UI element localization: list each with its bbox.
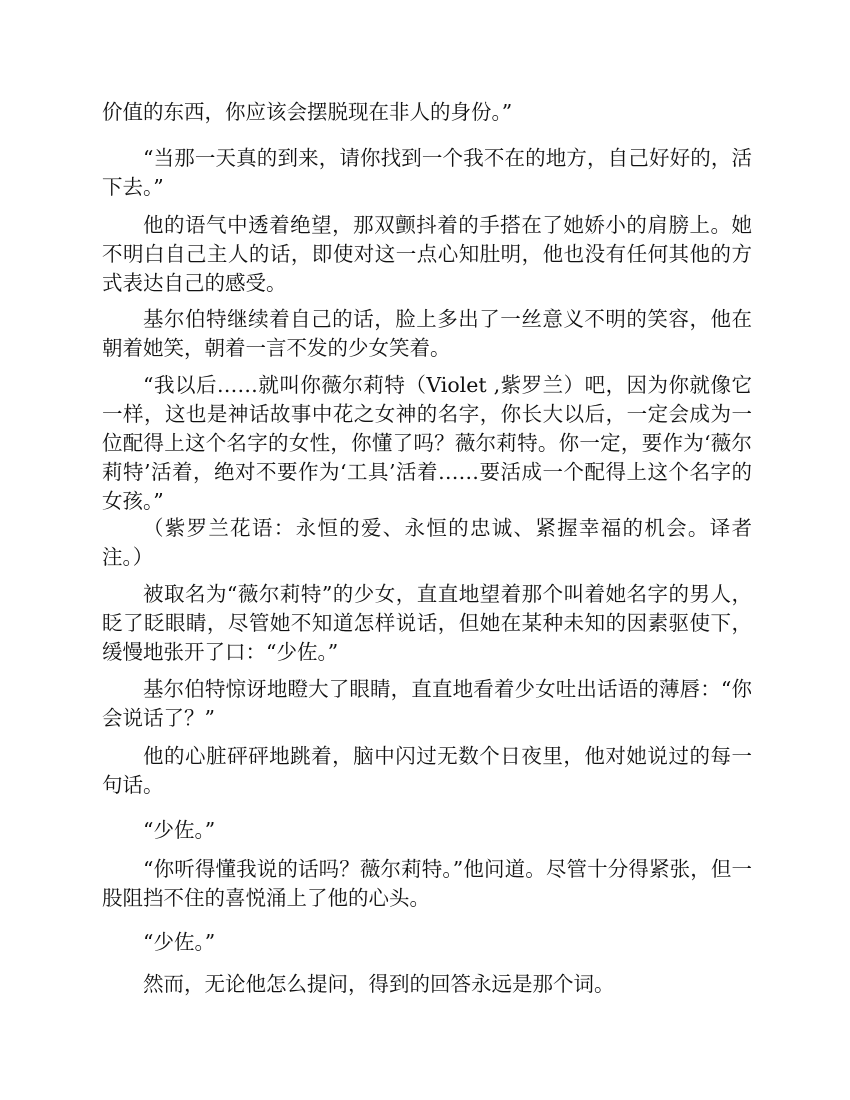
paragraph-2: “当那一天真的到来，请你找到一个我不在的地方，自己好好的，活下去。” bbox=[102, 146, 752, 199]
paragraph-10: “少佐。” bbox=[143, 818, 216, 842]
paragraph-4: 基尔伯特继续着自己的话，脸上多出了一丝意义不明的笑容，他在朝着她笑，朝着一言不发的少女笑着。 bbox=[102, 307, 752, 360]
paragraph-13: 然而，无论他怎么提问，得到的回答永远是那个词。 bbox=[143, 972, 615, 996]
paragraph-9: 他的心脏砰砰地跳着，脑中闪过无数个日夜里，他对她说过的每一句话。 bbox=[102, 744, 752, 797]
paragraph-7: 被取名为“薇尔莉特”的少女，直直地望着那个叫着她名字的男人，眨了眨眼睛，尽管她不知道怎样说话，但她在某种未知的因素驱使下，缓慢地张开了口：“少佐。” bbox=[102, 582, 752, 664]
paragraph-11: “你听得懂我说的话吗？薇尔莉特。”他问道。尽管十分得紧张，但一股阻挡不住的喜悦涌上了他的心头。 bbox=[102, 857, 752, 910]
paragraph-1: 价值的东西，你应该会摆脱现在非人的身份。” bbox=[102, 100, 513, 124]
paragraph-6: （紫罗兰花语：永恒的爱、永恒的忠诚、紧握幸福的机会。译者注。） bbox=[102, 516, 752, 569]
paragraph-8: 基尔伯特惊讶地瞪大了眼睛，直直地看着少女吐出话语的薄唇：“你会说话了？” bbox=[102, 677, 752, 730]
paragraph-5: “我以后……就叫你薇尔莉特（Violet ,紫罗兰）吧，因为你就像它一样，这也是神话故事中花之女神的名字，你长大以后，一定会成为一位配得上这个名字的女性，你懂了吗？薇尔莉特。你一定，要作为‘薇尔莉特’活着，绝对不要作为‘工具’活着……要活成一个配得上这个名字的女孩。” bbox=[102, 373, 752, 513]
paragraph-12: “少佐。” bbox=[143, 930, 216, 954]
paragraph-3: 他的语气中透着绝望，那双颤抖着的手搭在了她娇小的肩膀上。她不明白自己主人的话，即使对这一点心知肚明，他也没有任何其他的方式表达自己的感受。 bbox=[102, 213, 752, 295]
